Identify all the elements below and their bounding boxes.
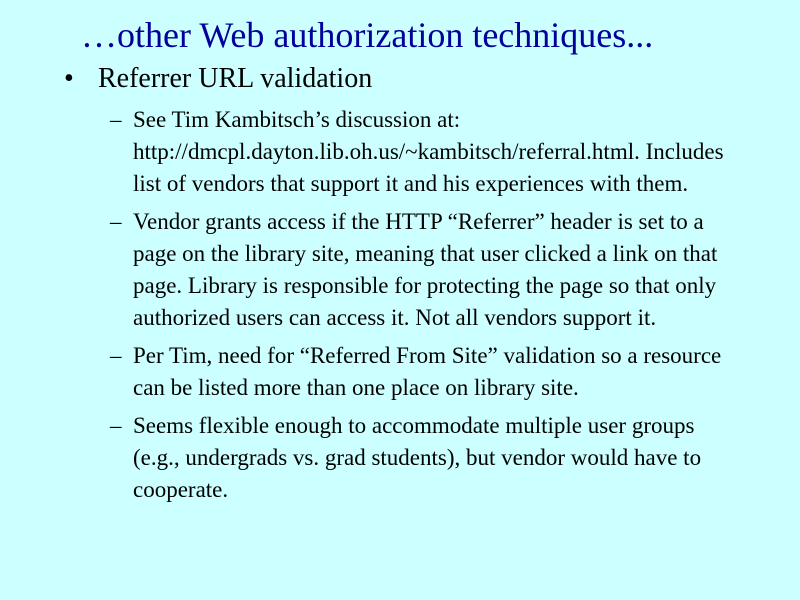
sub-bullet-item [110, 340, 740, 404]
sub-bullet-text: Vendor grants access if the HTTP “Referrer” header is set to a page on the library site, meaning that user clicked a link on that page. Library is responsible for protecting the page so that only authorized users can access it. Not all vendors support it. [133, 209, 718, 330]
sub-bullet-item [110, 206, 740, 334]
main-bullet [64, 62, 784, 96]
sub-bullet-text: Seems flexible enough to accommodate multiple user groups (e.g., undergrads vs. grad students), but vendor would have to cooperate. [133, 413, 702, 502]
main-bullet-text: Referrer URL validation [98, 63, 373, 94]
slide-title: …other Web authorization techniques... [81, 15, 654, 55]
sub-bullet-item [110, 104, 740, 200]
sub-bullet-marker: – [110, 343, 122, 368]
sub-bullet-marker: – [110, 413, 122, 438]
bullet-marker: • [64, 63, 74, 94]
sub-bullet-item [110, 410, 740, 506]
sub-bullet-text: See Tim Kambitsch’s discussion at: http://dmcpl.dayton.lib.oh.us/~kambitsch/referral.html. Includes list of vendors that support it and his experiences with them. [133, 107, 724, 196]
sub-bullet-text: Per Tim, need for “Referred From Site” validation so a resource can be listed more than one place on library site. [133, 343, 722, 400]
sub-bullet-marker: – [110, 107, 122, 132]
sub-bullet-list [110, 104, 740, 512]
sub-bullet-marker: – [110, 209, 122, 234]
